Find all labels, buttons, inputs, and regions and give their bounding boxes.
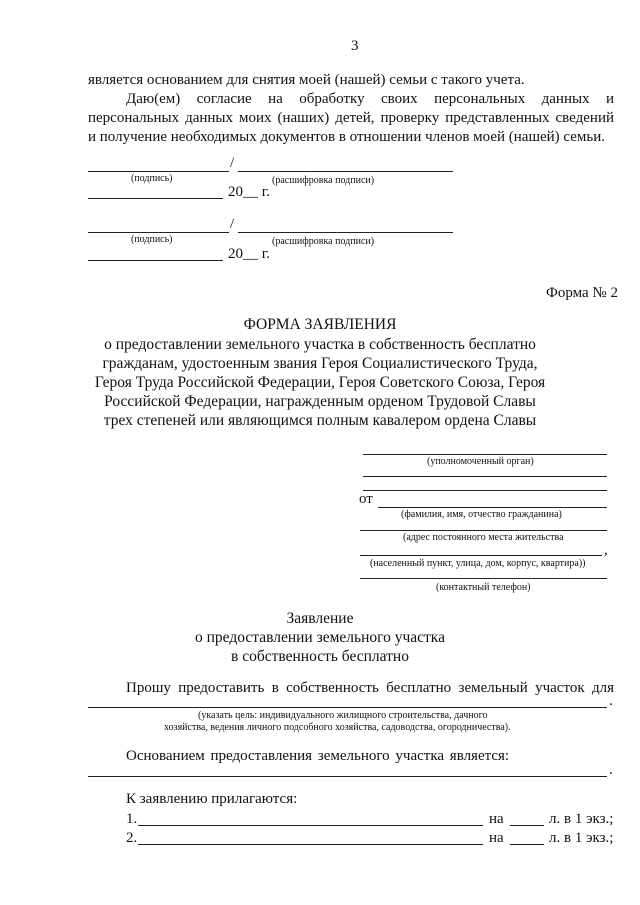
attachment-line[interactable] [138,825,483,826]
authority-line-2[interactable] [363,476,607,477]
attachment-on-label: на [489,811,504,827]
authority-caption: (уполномоченный орган) [427,456,534,467]
consent-line-1: Даю(ем) согласие на обработку своих персональных данных и [126,91,614,107]
form-title-line: о предоставлении земельного участка в собственность бесплатно [104,336,536,353]
signature-decode-line[interactable] [238,171,453,172]
form-title-line: Российской Федерации, награжденным орденом Трудовой Славы [104,393,536,410]
basis-line[interactable] [88,776,607,777]
application-subtitle: о предоставлении земельного участка [195,629,445,646]
address-line-2[interactable] [360,555,602,556]
fio-caption: (фамилия, имя, отчество гражданина) [401,509,562,520]
date-line[interactable] [88,198,223,199]
purpose-caption: (указать цель: индивидуального жилищного строительства, дачного [198,710,488,721]
form-title-line: трех степеней или являющимся полным кавалером ордена Славы [103,412,537,429]
attachment-sheets: л. в 1 экз.; [549,811,614,827]
attachment-sheets: л. в 1 экз.; [549,830,614,846]
basis-text: Основанием предоставления земельного участка является: [126,748,510,764]
authority-line-3[interactable] [363,490,607,491]
date-line[interactable] [88,260,223,261]
address-comma: , [604,542,608,558]
year-label: 20__ г. [228,246,270,262]
signature-decode-caption: (расшифровка подписи) [272,175,375,186]
purpose-caption: хозяйства, ведения личного подсобного хозяйства, садоводства, огородничества). [164,722,511,733]
attachment-number: 2. [126,830,138,846]
slash: / [230,216,235,232]
address-line[interactable] [360,530,607,531]
authority-line[interactable] [363,454,607,455]
basis-end: . [609,762,613,778]
form-heading: ФОРМА ЗАЯВЛЕНИЯ [243,316,397,333]
fio-line[interactable] [378,507,607,508]
purpose-line[interactable] [88,707,607,708]
attachment-number: 1. [126,811,138,827]
signature-caption: (подпись) [131,234,173,245]
attachment-on-label: на [489,830,504,846]
address-caption: (адрес постоянного места жительства [403,532,564,543]
attachments-label: К заявлению прилагаются: [126,791,298,807]
consent-line-2: персональных данных моих (наших) детей, проверку представленных сведений [88,110,614,126]
signature-line[interactable] [88,171,229,172]
signature-caption: (подпись) [131,173,173,184]
phone-caption: (контактный телефон) [436,582,531,593]
slash: / [230,155,235,171]
locality-caption: (населенный пункт, улица, дом, корпус, квартира)) [370,558,586,569]
consent-line-3: и получение необходимых документов в отношении членов моей (нашей) семьи. [88,129,606,145]
application-title: Заявление [286,610,354,627]
phone-line[interactable] [360,578,607,579]
signature-line[interactable] [88,232,229,233]
form-number: Форма № 2 [546,285,618,301]
sheets-count-line[interactable] [510,825,544,826]
from-label: от [359,491,373,507]
request-end: . [609,693,613,709]
attachment-line[interactable] [138,844,483,845]
form-title-line: Героя Труда Российской Федерации, Героя Советского Союза, Героя [94,374,546,391]
year-label: 20__ г. [228,184,270,200]
signature-decode-line[interactable] [238,232,453,233]
intro-line: является основанием для снятия моей (нашей) семьи с такого учета. [88,72,525,88]
sheets-count-line[interactable] [510,844,544,845]
application-subtitle: в собственность бесплатно [231,648,409,665]
request-text: Прошу предоставить в собственность бесплатно земельный участок для [126,680,614,696]
signature-decode-caption: (расшифровка подписи) [272,236,375,247]
form-title-line: гражданам, удостоенным звания Героя Социалистического Труда, [102,355,538,372]
page-number: 3 [351,38,359,54]
